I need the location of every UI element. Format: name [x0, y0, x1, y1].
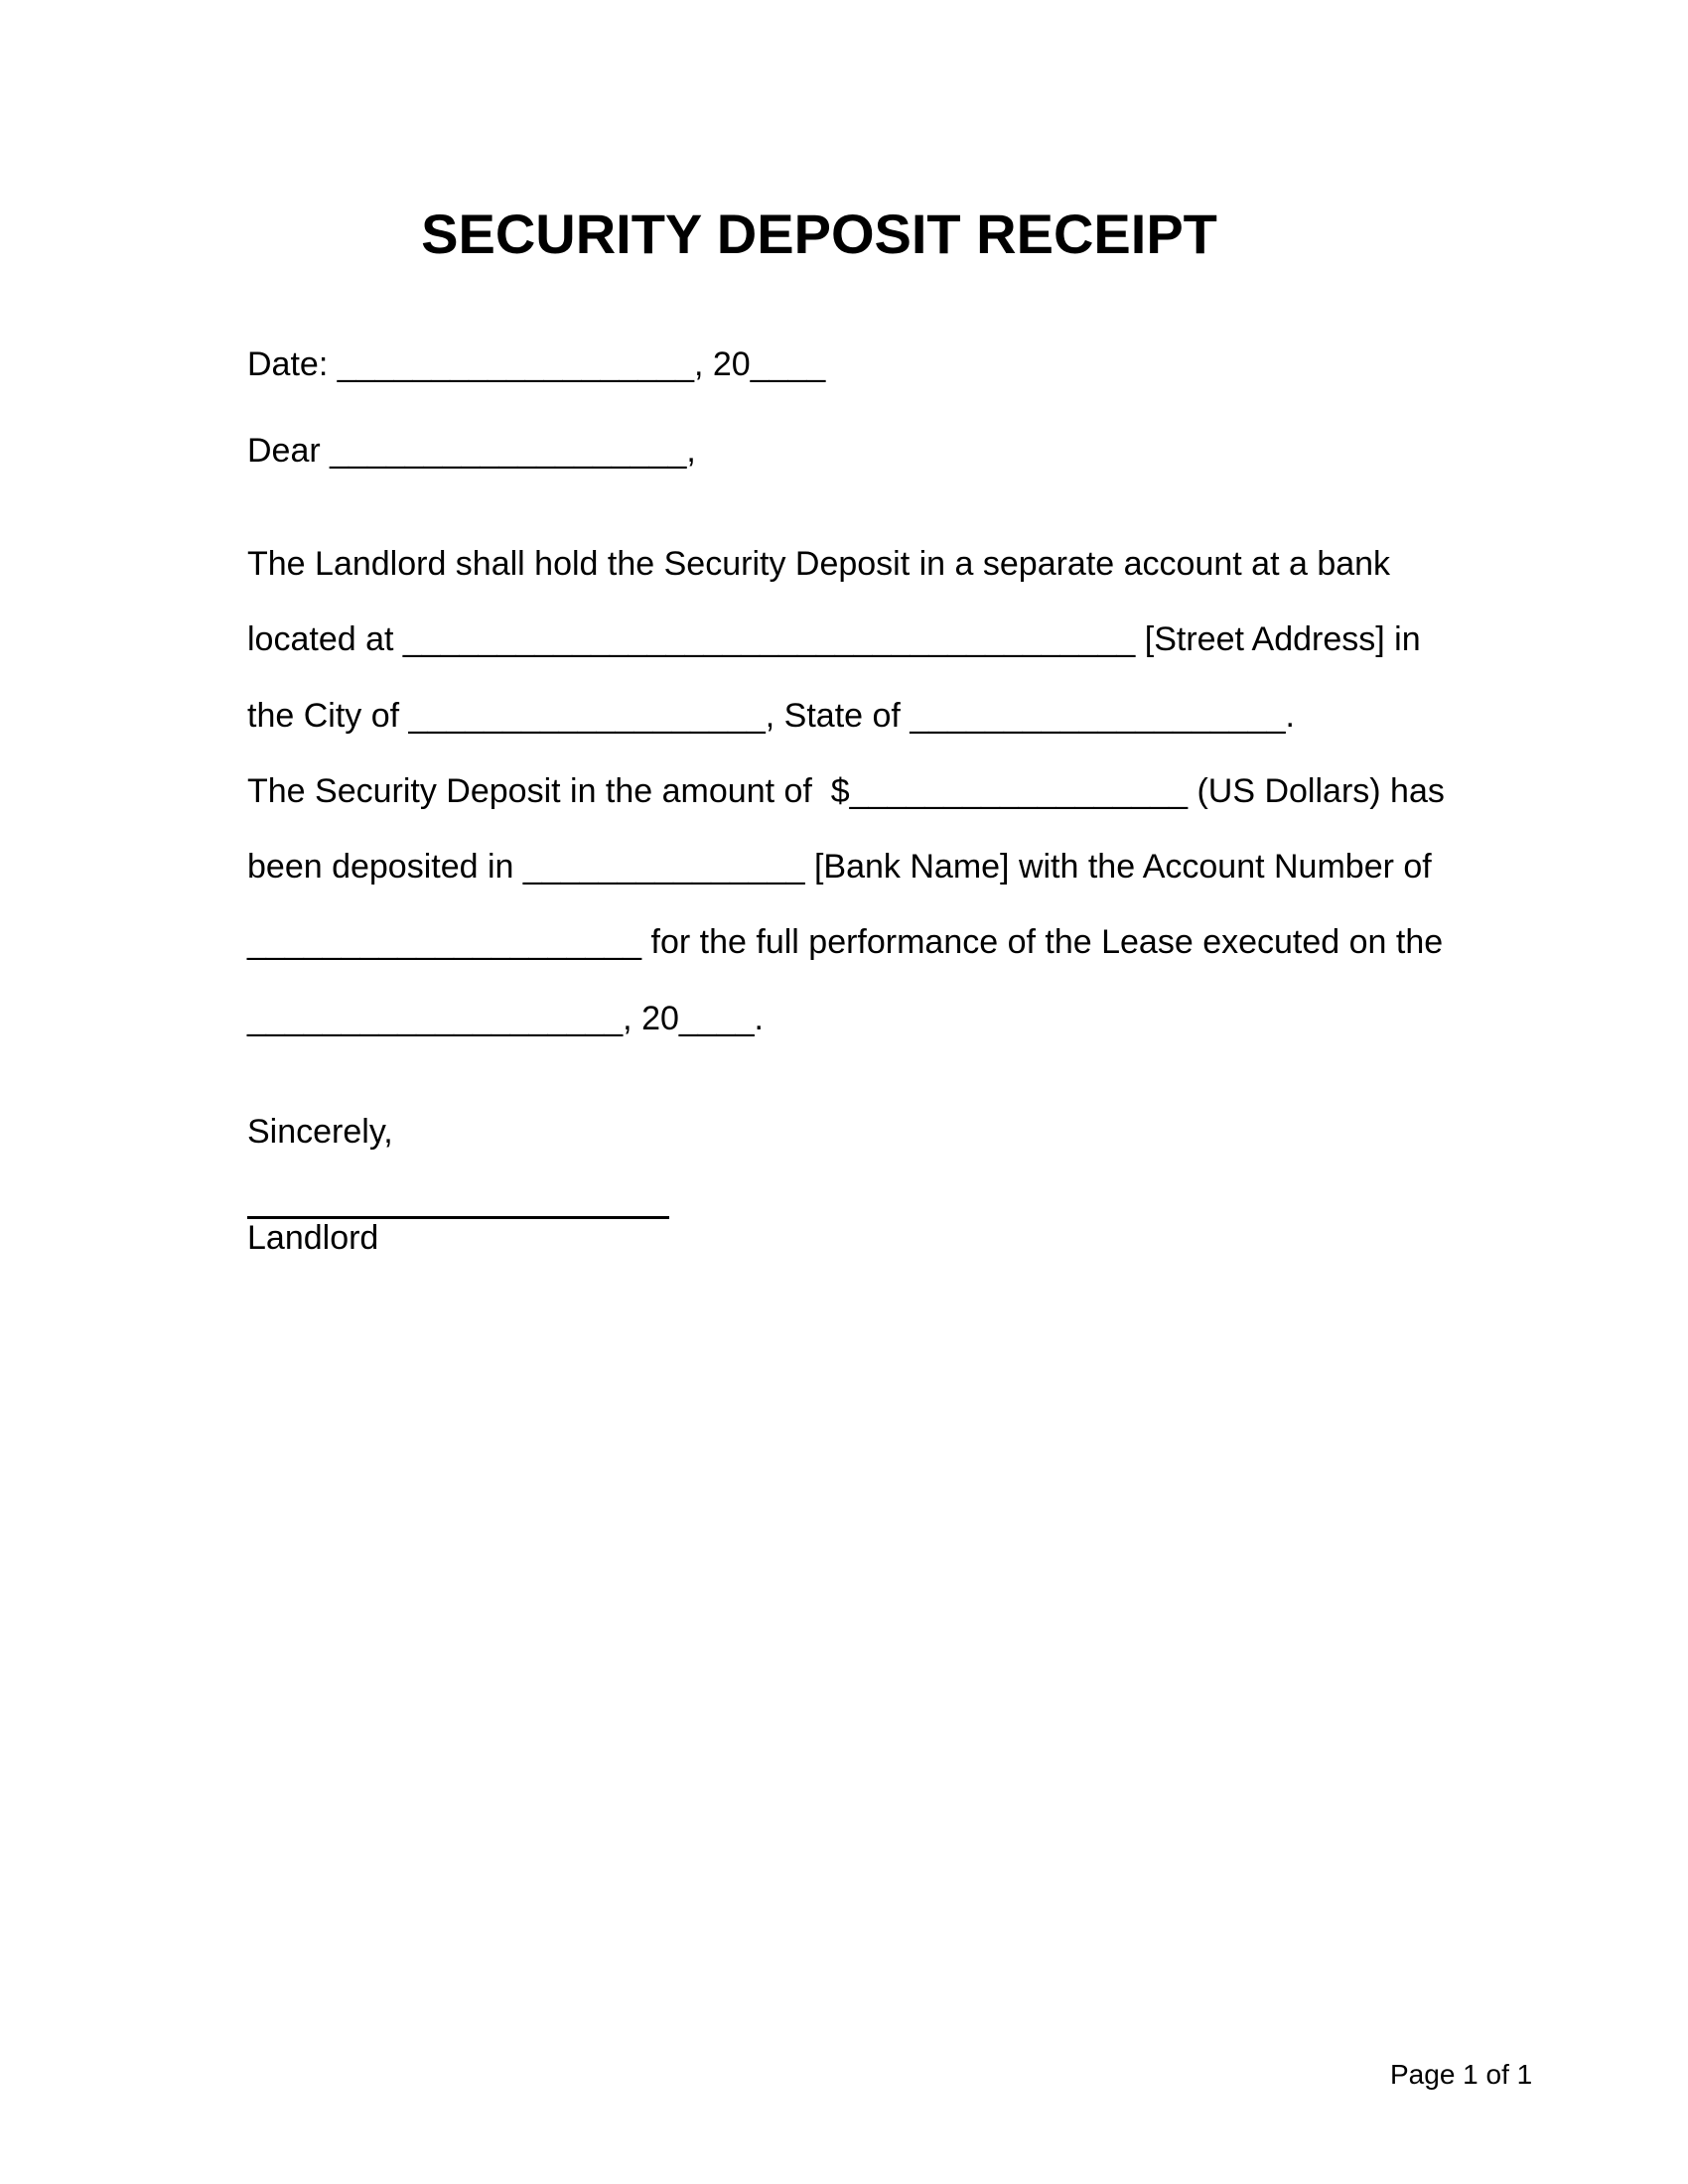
- body-line-2: located at _______________________________________ [Street Address] in: [247, 620, 1421, 658]
- body-line-6: _____________________ for the full performance of the Lease executed on the: [247, 923, 1444, 961]
- closing: Sincerely,: [247, 1113, 393, 1151]
- document-title: SECURITY DEPOSIT RECEIPT: [421, 203, 1217, 265]
- body-line-3: the City of ___________________, State of ____________________.: [247, 697, 1295, 735]
- body-line-5: been deposited in _______________ [Bank Name] with the Account Number of: [247, 848, 1432, 886]
- signature-label: Landlord: [247, 1219, 379, 1257]
- date-line: Date: ___________________, 20____: [247, 345, 826, 383]
- page-number: Page 1 of 1: [1390, 2059, 1533, 2090]
- body-line-7: ____________________, 20____.: [247, 1000, 764, 1037]
- body-line-4: The Security Deposit in the amount of $__________________ (US Dollars) has: [247, 772, 1445, 810]
- body-line-1: The Landlord shall hold the Security Deposit in a separate account at a bank: [247, 545, 1391, 583]
- salutation: Dear ___________________,: [247, 432, 696, 470]
